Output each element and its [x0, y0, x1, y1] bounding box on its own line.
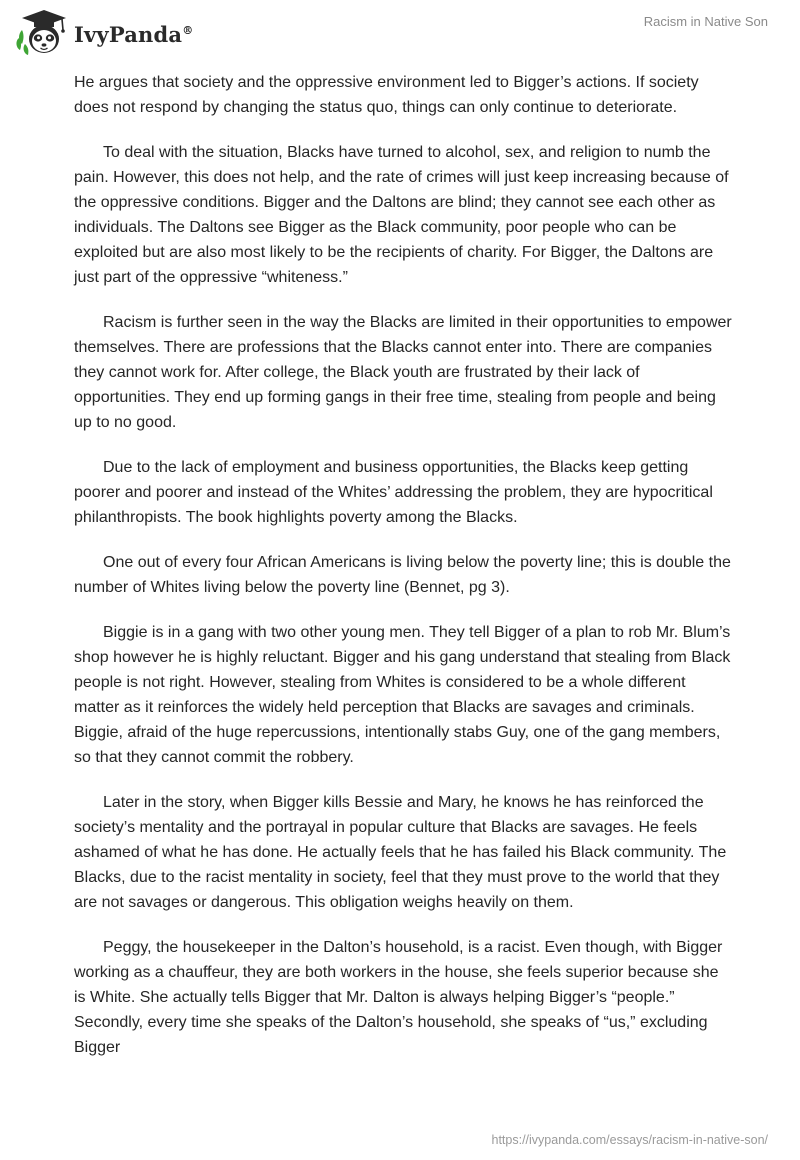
paragraph: Due to the lack of employment and business opportunities, the Blacks keep getting poorer and poorer and instead of the Whites’ addressing the problem, they are hypocritical philanthropists. The book highlights poverty among the Blacks. — [74, 459, 713, 526]
paragraph: Biggie is in a gang with two other young men. They tell Bigger of a plan to rob Mr. Blum’s shop however he is highly reluctant. Bigger and his gang understand that stealing from Black people is not right. However, stealing from Whites is considered to be a whole different matter as it reinforces the widely held perception that Blacks are savages and criminals. Biggie, afraid of the huge repercussions, intentionally stabs Guy, one of the gang members, so that they cannot commit the robbery. — [74, 624, 731, 766]
document-title: Racism in Native Son — [643, 14, 768, 29]
paragraph: To deal with the situation, Blacks have turned to alcohol, sex, and religion to numb the pain. However, this does not help, and the rate of crimes will just keep increasing because of the oppressive conditions. Bigger and the Daltons are blind; they cannot see each other as individuals. The Daltons see Bigger as the Black community, poor people who can be exploited but are also most likely to be the recipients of charity. For Bigger, the Daltons are just part of the oppressive “whiteness.” — [74, 144, 729, 286]
page-header — [0, 0, 800, 70]
paragraph: Racism is further seen in the way the Blacks are limited in their opportunities to empower themselves. There are professions that the Blacks cannot enter into. There are companies they cannot work for. After college, the Black youth are frustrated by their lack of opportunities. They end up forming gangs in their free time, stealing from people and being up to no good. — [74, 314, 732, 431]
paragraph: One out of every four African Americans is living below the poverty line; this is double the number of Whites living below the poverty line (Bennet, pg 3). — [74, 554, 731, 596]
panda-graduate-icon — [14, 8, 70, 56]
brand-name: IvyPanda® — [74, 21, 194, 47]
paragraph: Later in the story, when Bigger kills Bessie and Mary, he knows he has reinforced the society’s mentality and the portrayal in popular culture that Blacks are savages. He feels ashamed of what he has done. He actually feels that he has failed his Black community. The Blacks, due to the racist mentality in society, feel that they must prove to the world that they are not savages or dangerous. This obligation weighs heavily on them. — [74, 794, 727, 911]
paragraph: Peggy, the housekeeper in the Dalton’s household, is a racist. Even though, with Bigger working as a chauffeur, they are both workers in the house, she feels superior because she is White. She actually tells Bigger that Mr. Dalton is always helping Bigger’s “people.” Secondly, every time she speaks of the Dalton’s household, she speaks of “us,” excluding Bigger — [74, 939, 723, 1056]
essay-body — [74, 70, 734, 1080]
paragraph: He argues that society and the oppressive environment led to Bigger’s actions. If society does not respond by changing the status quo, things can only continue to deteriorate. — [74, 74, 699, 116]
source-url-link[interactable]: https://ivypanda.com/essays/racism-in-native-son/ — [491, 1133, 768, 1147]
ivypanda-logo[interactable] — [14, 8, 193, 56]
